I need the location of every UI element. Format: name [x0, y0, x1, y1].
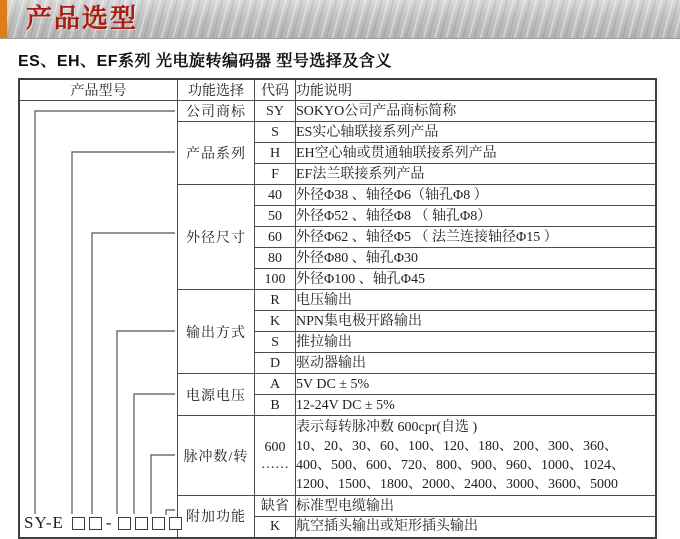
model-number-format	[24, 514, 182, 532]
function-group-label: 附加功能	[178, 496, 255, 538]
code-cell: 60	[255, 227, 296, 248]
connector-line-product-series	[72, 152, 175, 514]
model-digit-box	[135, 517, 148, 530]
banner-accent-bar	[0, 0, 7, 38]
description-cell: 5V DC ± 5%	[296, 374, 657, 395]
model-digit-box	[89, 517, 102, 530]
code-cell: 40	[255, 185, 296, 206]
section-subtitle: ES、EH、EF系列 光电旋转编码器 型号选择及含义	[18, 53, 392, 70]
code-cell: S	[255, 332, 296, 353]
description-cell: 12-24V DC ± 5%	[296, 395, 657, 416]
function-group-label: 电源电压	[178, 374, 255, 416]
model-digit-box	[72, 517, 85, 530]
function-group-label: 公司商标	[178, 101, 255, 122]
code-cell: H	[255, 143, 296, 164]
selection-table-body	[19, 101, 656, 538]
table-header-row	[19, 79, 656, 101]
code-cell: S	[255, 122, 296, 143]
description-cell: 外径Φ62 、轴径Φ5 （ 法兰连接轴径Φ15 ）	[296, 227, 657, 248]
connector-line-company-trademark	[35, 111, 175, 514]
description-cell: 外径Φ52 、轴径Φ8 （ 轴孔Φ8）	[296, 206, 657, 227]
description-cell: 推拉输出	[296, 332, 657, 353]
connector-line-pulses-per-rev	[151, 455, 175, 514]
function-group-label: 输出方式	[178, 290, 255, 374]
model-diagram-cell	[19, 101, 178, 538]
code-cell: 100	[255, 269, 296, 290]
description-cell: NPN集电极开路输出	[296, 311, 657, 332]
function-group-label: 外径尺寸	[178, 185, 255, 290]
code-cell: F	[255, 164, 296, 185]
description-cell: 标准型电缆输出	[296, 496, 657, 517]
code-cell: 80	[255, 248, 296, 269]
code-cell: B	[255, 395, 296, 416]
page-banner	[0, 0, 680, 39]
code-cell: R	[255, 290, 296, 311]
description-cell: EF法兰联接系列产品	[296, 164, 657, 185]
model-prefix: SY-E	[24, 513, 64, 533]
code-cell: K	[255, 311, 296, 332]
header-function-desc: 功能说明	[296, 79, 657, 101]
code-cell: D	[255, 353, 296, 374]
model-digit-box	[118, 517, 131, 530]
code-cell: 缺省	[255, 496, 296, 517]
model-separator: -	[105, 513, 113, 533]
description-cell: EH空心轴或贯通轴联接系列产品	[296, 143, 657, 164]
code-cell: A	[255, 374, 296, 395]
description-cell: 外径Φ80 、轴孔Φ30	[296, 248, 657, 269]
connector-line-supply-voltage	[134, 394, 175, 514]
description-cell: 航空插头输出或矩形插头输出	[296, 517, 657, 538]
description-cell: 表示每转脉冲数 600cpr(自选 ) 10、20、30、60、100、120、180、200、300、360、 400、500、600、720、800、900、960、1000、1024、 1200、1500、1800、2000、2400、3000、3600、5000	[296, 416, 657, 496]
header-code: 代码	[255, 79, 296, 101]
description-cell: 外径Φ38 、轴径Φ6（轴孔Φ8 ）	[296, 185, 657, 206]
header-product-model: 产品型号	[19, 79, 178, 101]
description-cell: SOKYO公司产品商标简称	[296, 101, 657, 122]
description-cell: 外径Φ100 、轴孔Φ45	[296, 269, 657, 290]
connector-lines	[20, 101, 175, 536]
code-cell: 600 ……	[255, 416, 296, 496]
code-cell: SY	[255, 101, 296, 122]
code-cell: K	[255, 517, 296, 538]
description-cell: 驱动器输出	[296, 353, 657, 374]
description-cell: ES实心轴联接系列产品	[296, 122, 657, 143]
connector-line-output-mode	[117, 331, 175, 514]
model-digit-box	[169, 517, 182, 530]
model-code-diagram	[20, 101, 175, 536]
table-row	[19, 101, 656, 122]
description-cell: 电压输出	[296, 290, 657, 311]
function-group-label: 产品系列	[178, 122, 255, 185]
model-digit-box	[152, 517, 165, 530]
model-selection-table	[18, 78, 657, 539]
function-group-label: 脉冲数/转	[178, 416, 255, 496]
header-function-select: 功能选择	[178, 79, 255, 101]
code-cell: 50	[255, 206, 296, 227]
page-title: 产品选型	[26, 3, 139, 33]
